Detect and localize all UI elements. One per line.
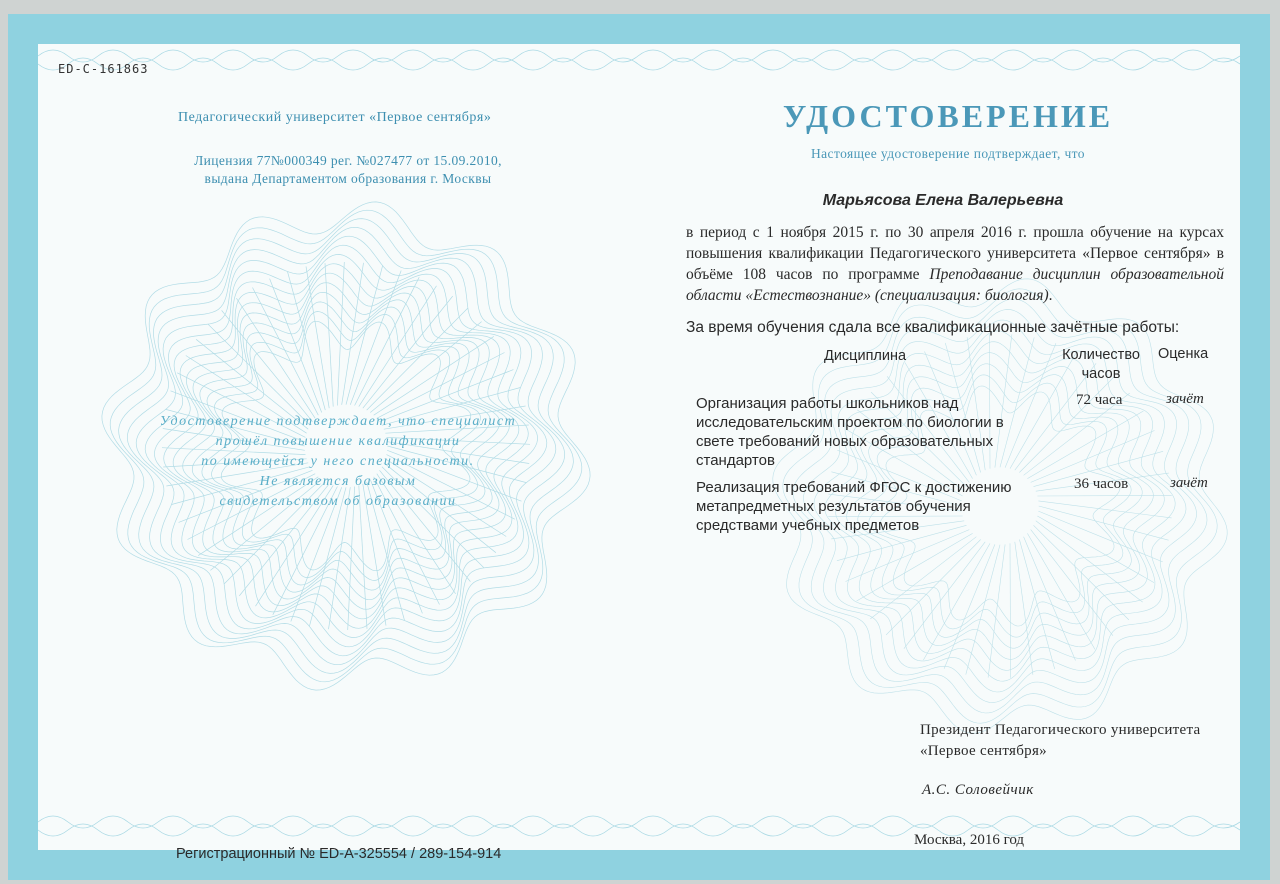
watermark-line: прошёл повышение квалификации — [215, 434, 461, 449]
table-row-discipline — [696, 478, 1046, 535]
discipline-line: стандартов — [696, 452, 775, 469]
watermark-line: Удостоверение подтверждает, что специалист — [159, 414, 517, 429]
table-row-grade: зачёт — [1166, 391, 1204, 407]
guilloche-band-bottom — [38, 816, 1240, 836]
header-discipline: Дисциплина — [824, 348, 907, 364]
registration-number: Регистрационный № ED-A-325554 / 289-154-914 — [176, 846, 502, 862]
header-hours — [1058, 346, 1144, 384]
course-description — [686, 222, 1224, 306]
president-title — [920, 720, 1200, 762]
discipline-line: Реализация требований ФГОС к достижению — [696, 479, 1012, 496]
document-subtitle: Настоящее удостоверение подтверждает, что — [811, 146, 1085, 161]
president-title-line: Президент Педагогического университета — [920, 722, 1201, 738]
header-grade: Оценка — [1158, 346, 1209, 362]
table-row-hours: 36 часов — [1074, 476, 1129, 492]
certificate-sheet — [8, 14, 1270, 880]
president-title-line: «Первое сентября» — [920, 743, 1047, 759]
table-row-discipline — [696, 394, 1046, 470]
table-row-grade: зачёт — [1170, 475, 1208, 491]
program-name: Преподавание дисциплин образовательной области «Естествознание» (специализация: биология) — [686, 266, 1224, 304]
signatory-name: А.С. Соловейчик — [922, 782, 1034, 798]
discipline-line: метапредметных результатов обучения — [696, 498, 971, 515]
license-block — [158, 152, 538, 188]
exams-intro: За время обучения сдала все квалификационные зачётные работы: — [686, 319, 1180, 336]
watermark-line: свидетельством об образовании — [219, 494, 457, 509]
serial-number: ED-C-161863 — [58, 62, 149, 76]
course-period-text: в период с 1 ноября 2015 г. по 30 апреля 2016 г. прошла обучение на курсах повышения квалификации Педагогического университета «Первое сентября» в объёме 108 часов по программе — [686, 224, 1224, 283]
course-paragraph-end: . — [1048, 287, 1053, 304]
guilloche-band-top — [38, 50, 1240, 70]
license-line: Лицензия 77№000349 рег. №027477 от 15.09.2010, — [194, 153, 502, 168]
watermark-text — [128, 412, 548, 512]
university-name: Педагогический университет «Первое сентября» — [178, 110, 492, 125]
recipient-name: Марьясова Елена Валерьевна — [822, 192, 1064, 209]
discipline-line: свете требований новых образовательных — [696, 433, 994, 450]
header-hours-line: часов — [1081, 366, 1121, 382]
discipline-line: Организация работы школьников над — [696, 395, 959, 412]
license-issuer: выдана Департаментом образования г. Москвы — [204, 171, 492, 186]
discipline-line: средствами учебных предметов — [696, 517, 920, 534]
discipline-line: исследовательским проектом по биологии в — [696, 414, 1004, 431]
watermark-line: Не является базовым — [259, 474, 417, 489]
document-title: УДОСТОВЕРЕНИЕ — [782, 98, 1114, 134]
table-row-hours: 72 часа — [1076, 392, 1123, 408]
watermark-line: по имеющейся у него специальности. — [201, 454, 475, 469]
city-year: Москва, 2016 год — [914, 832, 1025, 848]
header-hours-line: Количество — [1062, 347, 1140, 363]
